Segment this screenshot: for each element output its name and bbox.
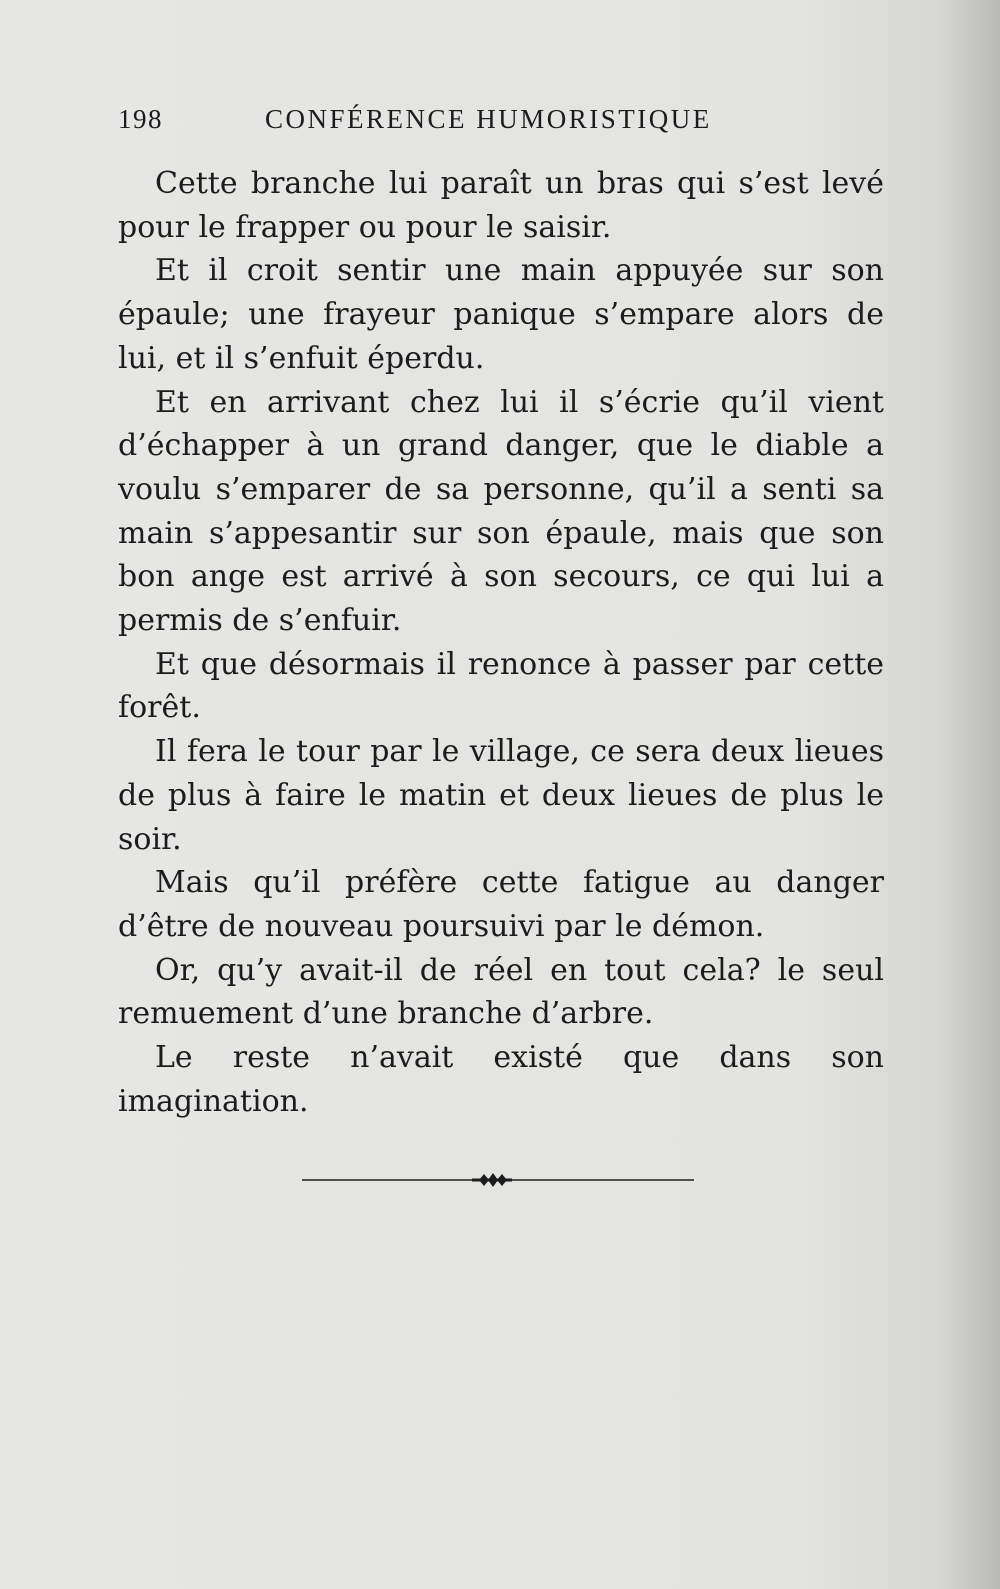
paragraph: Il fera le tour par le village, ce sera deux lieues de plus à faire le matin et deux lieues de plus le soir. (118, 734, 884, 857)
running-title: CONFÉRENCE HUMORISTIQUE (265, 104, 712, 134)
paragraph: Et que désormais il renonce à passer par cette forêt. (118, 646, 884, 726)
paragraph: Et en arrivant chez lui il s’écrie qu’il vient d’échapper à un grand danger, que le diable a voulu s’emparer de sa personne, qu’il a senti sa main s’appesantir sur son épaule, mais que son bon ange est arrivé à son secours, ce qui lui a permis de s’enfuir. (118, 384, 884, 639)
paragraph: Le reste n’avait existé que dans son imagination. (118, 1040, 884, 1119)
paragraph: Cette branche lui paraît un bras qui s’est levé pour le frapper ou pour le saisir. (118, 166, 884, 245)
section-end-ornament-icon (302, 1168, 694, 1192)
paragraph: Mais qu’il préfère cette fatigue au danger d’être de nouveau poursuivi par le démon. (118, 865, 884, 944)
page-number: 198 (118, 104, 163, 134)
body-text (118, 162, 884, 1123)
paragraph: Et il croit sentir une main appuyée sur son épaule; une frayeur panique s’empare alors de lui, et il s’enfuit éperdu. (118, 253, 884, 376)
page-header (118, 104, 758, 144)
paragraph: Or, qu’y avait-il de réel en tout cela? le seul remuement d’une branche d’arbre. (118, 952, 884, 1032)
